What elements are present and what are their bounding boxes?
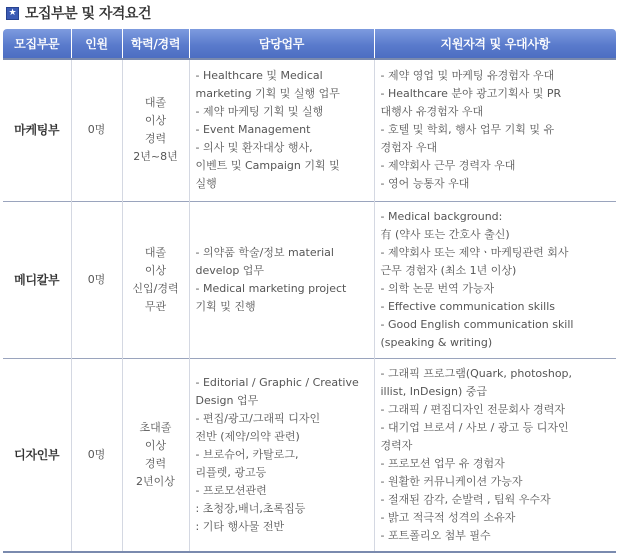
qualification-item: - 그래픽 프로그램(Quark, photoshop,: [380, 366, 573, 380]
qualification-item: 有 (약사 또는 간호사 출신): [380, 227, 510, 241]
duty-item: 리플렛, 광고등: [195, 465, 267, 479]
recruitment-table: [3, 29, 616, 553]
education-line: 경력: [144, 456, 167, 470]
duty-item: - Editorial / Graphic / Creative: [195, 375, 359, 389]
qualification-item: - 제약 영업 및 마케팅 유경험자 우대: [380, 69, 555, 83]
qualification-item: 경력자: [380, 438, 413, 452]
section-header: [6, 3, 151, 23]
headcount-cell: 0명: [71, 358, 122, 552]
header-qualifications: 지원자격 및 우대사항: [374, 29, 616, 59]
duty-item: develop 업무: [195, 263, 265, 277]
duty-item: - 편집/광고/그래픽 디자인: [195, 411, 321, 425]
qualifications-cell: [374, 59, 616, 201]
duty-item: - 제약 마케팅 기획 및 실행: [195, 105, 324, 119]
table-row-medical: [3, 201, 616, 358]
dept-cell: 메디칼부: [3, 201, 71, 358]
qualification-item: illist, InDesign) 중급: [380, 384, 487, 398]
star-icon: ★: [6, 7, 19, 20]
qualification-item: - 포트폴리오 첨부 필수: [380, 528, 491, 542]
qualification-item: - 제약회사 또는 제약ㆍ마케팅관련 회사: [380, 245, 569, 259]
qualification-item: - 그래픽 / 편집디자인 전문회사 경력자: [380, 402, 566, 416]
duty-item: - 브로슈어, 카탈로그,: [195, 447, 299, 461]
duty-item: 이벤트 및 Campaign 기획 및: [195, 159, 340, 173]
education-line: 2년이상: [136, 474, 175, 488]
duty-item: 기획 및 진행: [195, 299, 256, 313]
duty-item: - Healthcare 및 Medical: [195, 69, 323, 83]
qualification-item: - 밝고 적극적 성격의 소유자: [380, 510, 516, 524]
education-line: 대졸: [144, 96, 167, 110]
qualifications-cell: [374, 358, 616, 552]
table-row-marketing: [3, 59, 616, 201]
header-headcount: 인원: [71, 29, 122, 59]
duty-item: Design 업무: [195, 393, 259, 407]
qualification-item: (speaking & writing): [380, 335, 493, 349]
qualification-item: - 제약회사 근무 경력자 우대: [380, 159, 516, 173]
duty-item: 전반 (제약/의약 관련): [195, 429, 300, 443]
header-dept: 모집부문: [3, 29, 71, 59]
qualifications-cell: [374, 201, 616, 358]
qualification-item: 근무 경험자 (최소 1년 이상): [380, 263, 517, 277]
duty-item: : 기타 행사물 전반: [195, 519, 285, 533]
table-header-row: [3, 29, 616, 59]
duty-item: 실행: [195, 177, 217, 191]
table-row-design: [3, 358, 616, 552]
education-cell: [122, 201, 189, 358]
duties-cell: [189, 201, 374, 358]
duty-item: - 의사 및 환자대상 행사,: [195, 141, 313, 155]
header-education: 학력/경력: [122, 29, 189, 59]
duty-item: - 프로모션관련: [195, 483, 267, 497]
qualification-item: - 의학 논문 번역 가능자: [380, 281, 495, 295]
education-line: 경력: [144, 132, 167, 146]
education-line: 초대졸: [139, 420, 172, 434]
qualification-item: - 절재된 감각, 순발력 , 팀웍 우수자: [380, 492, 551, 506]
duty-item: marketing 기획 및 실행 업무: [195, 87, 340, 101]
qualification-item: - 프로모션 업무 유 경험자: [380, 456, 505, 470]
section-title: 모집부분 및 자격요건: [25, 6, 151, 22]
duties-cell: [189, 358, 374, 552]
duty-item: - Medical marketing project: [195, 281, 347, 295]
dept-cell: 디자인부: [3, 358, 71, 552]
education-line: 대졸: [144, 245, 167, 259]
header-duties: 담당업무: [189, 29, 374, 59]
qualification-item: - Healthcare 분야 광고기획사 및 PR: [380, 87, 562, 101]
education-line: 이상: [144, 438, 167, 452]
headcount-cell: 0명: [71, 59, 122, 201]
headcount-cell: 0명: [71, 201, 122, 358]
qualification-item: - 원활한 커뮤니케이션 가능자: [380, 474, 523, 488]
duties-cell: [189, 59, 374, 201]
qualification-item: 경험자 우대: [380, 141, 438, 155]
education-line: 이상: [144, 114, 167, 128]
qualification-item: - Good English communication skill: [380, 317, 574, 331]
education-line: 2년~8년: [133, 150, 178, 164]
education-cell: [122, 59, 189, 201]
qualification-item: - Effective communication skills: [380, 299, 556, 313]
duty-item: - Event Management: [195, 123, 311, 137]
qualification-item: - 영어 능통자 우대: [380, 177, 470, 191]
duty-item: - 의약품 학술/정보 material: [195, 245, 334, 259]
duty-item: : 초청장,배너,초록집등: [195, 501, 306, 515]
qualification-item: - Medical background:: [380, 209, 503, 223]
qualification-item: 대행사 유경험자 우대: [380, 105, 484, 119]
education-line: 무관: [144, 299, 167, 313]
dept-cell: 마케팅부: [3, 59, 71, 201]
qualification-item: - 대기업 브로셔 / 사보 / 광고 등 디자인: [380, 420, 569, 434]
qualification-item: - 호텔 및 학회, 행사 업무 기획 및 유: [380, 123, 555, 137]
education-line: 이상: [144, 263, 167, 277]
education-cell: [122, 358, 189, 552]
education-line: 신입/경력: [132, 281, 179, 295]
